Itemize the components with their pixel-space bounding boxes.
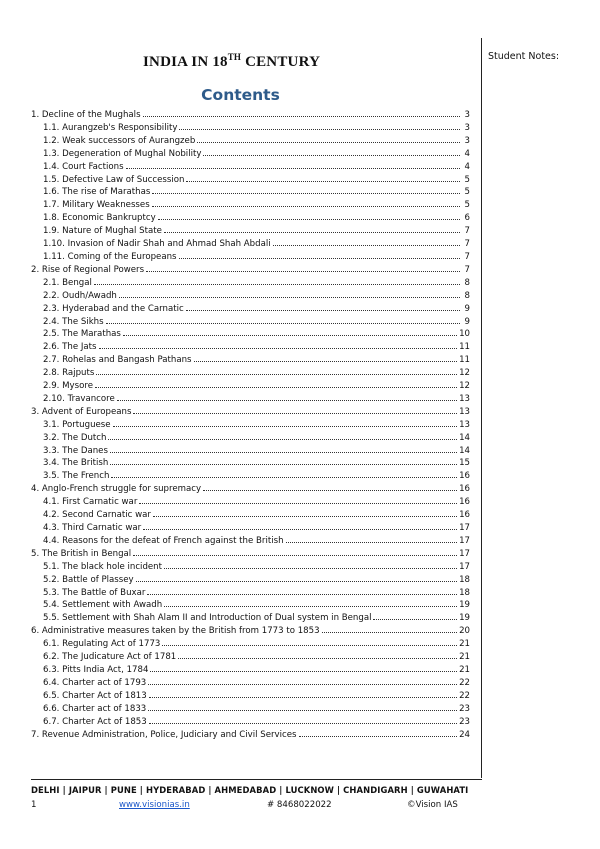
toc-entry[interactable]	[31, 148, 470, 161]
toc-leader-dots	[186, 309, 460, 311]
toc-entry-label: 1.8. Economic Bankruptcy	[43, 213, 156, 224]
toc-entry[interactable]	[31, 380, 470, 393]
toc-entry[interactable]	[31, 535, 470, 548]
toc-entry-label: 2.8. Rajputs	[43, 368, 95, 379]
toc-leader-dots	[186, 180, 460, 182]
toc-leader-dots	[136, 580, 457, 582]
toc-entry[interactable]	[31, 548, 470, 561]
toc-entry-label: 4.4. Reasons for the defeat of French against the British	[43, 535, 284, 546]
toc-entry-label: 5.1. The black hole incident	[43, 561, 163, 572]
table-of-contents	[31, 109, 470, 741]
toc-entry-label: 1.10. Invasion of Nadir Shah and Ahmad Shah Abdali	[43, 239, 271, 250]
toc-entry-page: 7	[464, 264, 470, 275]
toc-entry-page: 7	[464, 239, 470, 250]
toc-leader-dots	[106, 322, 460, 324]
toc-entry-page: 5	[464, 174, 470, 185]
toc-entry-page: 3	[464, 110, 470, 120]
toc-entry-label: 2.9. Mysore	[43, 381, 93, 392]
toc-entry-label: 1.6. The rise of Marathas	[43, 187, 151, 198]
toc-leader-dots	[119, 296, 460, 298]
toc-leader-dots	[146, 270, 460, 272]
toc-entry-page: 13	[459, 419, 470, 430]
toc-leader-dots	[133, 412, 457, 414]
toc-leader-dots	[99, 347, 458, 349]
toc-entry[interactable]	[31, 316, 470, 329]
title-rest: CENTURY	[241, 54, 321, 70]
toc-leader-dots	[179, 257, 460, 259]
toc-entry-label: 2.3. Hyderabad and the Carnatic	[43, 303, 184, 314]
toc-entry-page: 9	[464, 303, 470, 314]
toc-entry-page: 16	[459, 484, 470, 495]
toc-entry-label: 6.7. Charter Act of 1853	[43, 716, 147, 727]
toc-entry[interactable]	[31, 496, 470, 509]
toc-entry[interactable]	[31, 625, 470, 638]
toc-entry-page: 22	[459, 690, 470, 701]
toc-leader-dots	[164, 567, 457, 569]
toc-leader-dots	[373, 618, 457, 620]
toc-entry-label: 2.4. The Sikhs	[43, 316, 104, 327]
toc-leader-dots	[152, 192, 460, 194]
toc-entry[interactable]	[31, 367, 470, 380]
toc-leader-dots	[149, 722, 457, 724]
toc-leader-dots	[111, 476, 457, 478]
toc-entry[interactable]	[31, 135, 470, 148]
toc-entry[interactable]	[31, 587, 470, 600]
toc-entry[interactable]	[31, 251, 470, 264]
toc-leader-dots	[164, 231, 460, 233]
toc-entry[interactable]	[31, 574, 470, 587]
toc-entry-label: 1.5. Defective Law of Succession	[43, 174, 185, 185]
toc-entry-label: 1.3. Degeneration of Mughal Nobility	[43, 148, 202, 159]
toc-entry-label: 4.2. Second Carnatic war	[43, 510, 151, 521]
toc-entry[interactable]	[31, 445, 470, 458]
toc-leader-dots	[147, 593, 457, 595]
toc-leader-dots	[143, 528, 457, 530]
toc-entry-label: 1. Decline of the Mughals	[31, 110, 141, 120]
toc-entry[interactable]	[31, 238, 470, 251]
toc-leader-dots	[110, 463, 457, 465]
toc-entry-page: 16	[459, 497, 470, 508]
toc-leader-dots	[153, 515, 457, 517]
toc-entry-page: 22	[459, 677, 470, 688]
toc-entry-page: 18	[459, 587, 470, 598]
toc-entry-label: 1.4. Court Factions	[43, 161, 124, 172]
toc-entry-page: 9	[464, 316, 470, 327]
toc-leader-dots	[96, 373, 457, 375]
toc-leader-dots	[203, 154, 460, 156]
toc-leader-dots	[158, 218, 460, 220]
toc-entry-label: 2.5. The Marathas	[43, 329, 121, 340]
toc-entry[interactable]	[31, 277, 470, 290]
copyright: ©Vision IAS	[407, 800, 458, 810]
toc-entry[interactable]	[31, 599, 470, 612]
toc-leader-dots	[133, 554, 457, 556]
toc-entry[interactable]	[31, 509, 470, 522]
toc-leader-dots	[322, 631, 457, 633]
toc-entry-page: 11	[459, 342, 470, 353]
toc-entry-page: 10	[459, 329, 470, 340]
toc-entry-page: 11	[459, 355, 470, 366]
toc-entry-page: 14	[459, 432, 470, 443]
toc-entry-label: 1.7. Military Weaknesses	[43, 200, 150, 211]
toc-entry[interactable]	[31, 561, 470, 574]
toc-entry-label: 2.6. The Jats	[43, 342, 97, 353]
toc-entry[interactable]	[31, 690, 470, 703]
toc-entry-page: 17	[459, 523, 470, 533]
toc-leader-dots	[194, 360, 458, 362]
toc-entry-page: 5	[464, 187, 470, 198]
toc-leader-dots	[178, 657, 457, 659]
toc-entry[interactable]	[31, 354, 470, 367]
toc-entry[interactable]	[31, 457, 470, 470]
toc-leader-dots	[110, 451, 457, 453]
toc-leader-dots	[126, 167, 460, 169]
toc-leader-dots	[299, 735, 458, 737]
toc-entry-label: 2.10. Travancore	[43, 393, 115, 404]
toc-leader-dots	[113, 425, 457, 427]
toc-entry-page: 18	[459, 574, 470, 585]
toc-entry[interactable]	[31, 199, 470, 212]
toc-entry-label: 3.1. Portuguese	[43, 419, 111, 430]
toc-entry[interactable]	[31, 122, 470, 135]
toc-entry-label: 1.11. Coming of the Europeans	[43, 251, 177, 262]
toc-leader-dots	[197, 141, 460, 143]
toc-entry-label: 3. Advent of Europeans	[31, 406, 132, 417]
toc-entry[interactable]	[31, 470, 470, 483]
toc-entry[interactable]	[31, 341, 470, 354]
contents-heading: Contents	[201, 86, 280, 104]
notes-column-divider	[481, 38, 482, 778]
toc-entry-label: 3.2. The Dutch	[43, 432, 107, 443]
footer-divider	[31, 779, 482, 780]
toc-entry-page: 13	[459, 406, 470, 417]
toc-entry-label: 6.3. Pitts India Act, 1784	[43, 664, 149, 675]
toc-entry-label: 1.2. Weak successors of Aurangzeb	[43, 135, 196, 146]
toc-leader-dots	[179, 128, 460, 130]
toc-entry-label: 6. Administrative measures taken by the British from 1773 to 1853	[31, 626, 320, 637]
toc-leader-dots	[149, 696, 457, 698]
toc-entry[interactable]	[31, 522, 470, 535]
toc-entry-label: 3.3. The Danes	[43, 445, 108, 456]
website-link[interactable]: www.visionias.in	[119, 800, 190, 810]
toc-entry-label: 3.4. The British	[43, 458, 109, 469]
toc-entry[interactable]	[31, 109, 470, 122]
footer-cities: DELHI | JAIPUR | PUNE | HYDERABAD | AHMEDABAD | LUCKNOW | CHANDIGARH | GUWAHATI	[31, 785, 469, 795]
toc-entry[interactable]	[31, 174, 470, 187]
toc-entry-page: 17	[459, 561, 470, 572]
toc-leader-dots	[117, 399, 457, 401]
toc-leader-dots	[95, 386, 457, 388]
toc-entry[interactable]	[31, 677, 470, 690]
toc-entry-label: 7. Revenue Administration, Police, Judiciary and Civil Services	[31, 729, 297, 740]
toc-entry[interactable]	[31, 729, 470, 742]
toc-leader-dots	[143, 115, 460, 117]
toc-entry[interactable]	[31, 716, 470, 729]
toc-entry-page: 4	[464, 161, 470, 172]
toc-entry[interactable]	[31, 212, 470, 225]
toc-entry-page: 20	[459, 626, 470, 637]
toc-entry-page: 7	[464, 226, 470, 237]
toc-entry-label: 2.1. Bengal	[43, 277, 92, 288]
toc-entry-label: 6.1. Regulating Act of 1773	[43, 639, 161, 650]
toc-leader-dots	[273, 244, 460, 246]
toc-entry-page: 16	[459, 471, 470, 482]
toc-entry-label: 2. Rise of Regional Powers	[31, 264, 145, 275]
toc-entry[interactable]	[31, 406, 470, 419]
toc-leader-dots	[152, 205, 460, 207]
toc-entry-label: 6.5. Charter Act of 1813	[43, 690, 147, 701]
toc-entry-page: 24	[459, 729, 470, 740]
phone-number: # 8468022022	[267, 800, 332, 810]
title-superscript: TH	[227, 52, 242, 62]
toc-entry[interactable]	[31, 303, 470, 316]
page-number: 1	[31, 800, 37, 810]
toc-entry[interactable]	[31, 664, 470, 677]
toc-entry-page: 23	[459, 703, 470, 714]
toc-entry-label: 4.1. First Carnatic war	[43, 497, 138, 508]
toc-entry-page: 17	[459, 535, 470, 546]
toc-entry[interactable]	[31, 612, 470, 625]
toc-entry-page: 15	[459, 458, 470, 469]
toc-entry-page: 5	[464, 200, 470, 211]
toc-entry-page: 21	[459, 639, 470, 650]
toc-entry-page: 21	[459, 664, 470, 675]
toc-entry[interactable]	[31, 419, 470, 432]
toc-entry-label: 6.6. Charter act of 1833	[43, 703, 147, 714]
toc-entry[interactable]	[31, 264, 470, 277]
toc-entry[interactable]	[31, 651, 470, 664]
toc-entry-page: 19	[459, 600, 470, 611]
toc-entry[interactable]	[31, 483, 470, 496]
toc-entry-page: 23	[459, 716, 470, 727]
toc-entry[interactable]	[31, 703, 470, 716]
toc-entry[interactable]	[31, 225, 470, 238]
toc-entry[interactable]	[31, 393, 470, 406]
toc-entry-page: 8	[464, 277, 470, 288]
toc-entry-label: 1.1. Aurangzeb's Responsibility	[43, 122, 178, 133]
toc-entry[interactable]	[31, 638, 470, 651]
toc-entry[interactable]	[31, 432, 470, 445]
document-title	[143, 52, 320, 71]
toc-entry-page: 13	[459, 393, 470, 404]
toc-entry-label: 4.3. Third Carnatic war	[43, 523, 142, 533]
toc-leader-dots	[203, 489, 457, 491]
toc-entry[interactable]	[31, 161, 470, 174]
toc-entry-page: 3	[464, 135, 470, 146]
title-main: INDIA IN 18	[143, 54, 228, 70]
toc-leader-dots	[123, 334, 457, 336]
toc-entry-page: 12	[459, 368, 470, 379]
toc-leader-dots	[148, 683, 457, 685]
toc-entry-page: 4	[464, 148, 470, 159]
toc-entry-page: 19	[459, 613, 470, 624]
toc-entry-page: 17	[459, 548, 470, 559]
toc-entry-label: 2.7. Rohelas and Bangash Pathans	[43, 355, 192, 366]
toc-entry[interactable]	[31, 186, 470, 199]
toc-entry-label: 2.2. Oudh/Awadh	[43, 290, 117, 301]
toc-entry-page: 3	[464, 122, 470, 133]
toc-leader-dots	[286, 541, 458, 543]
toc-leader-dots	[150, 670, 457, 672]
student-notes-label: Student Notes:	[488, 51, 560, 62]
toc-entry-page: 14	[459, 445, 470, 456]
toc-entry-label: 3.5. The French	[43, 471, 110, 482]
toc-entry-page: 16	[459, 510, 470, 521]
toc-entry-page: 8	[464, 290, 470, 301]
toc-entry-label: 4. Anglo-French struggle for supremacy	[31, 484, 202, 495]
toc-entry-label: 5. The British in Bengal	[31, 548, 132, 559]
toc-entry-label: 5.5. Settlement with Shah Alam II and Introduction of Dual system in Bengal	[43, 613, 372, 624]
toc-entry[interactable]	[31, 290, 470, 303]
toc-leader-dots	[148, 709, 457, 711]
toc-entry-label: 5.2. Battle of Plassey	[43, 574, 134, 585]
toc-leader-dots	[164, 605, 457, 607]
toc-leader-dots	[139, 502, 457, 504]
toc-entry-label: 1.9. Nature of Mughal State	[43, 226, 162, 237]
toc-entry-label: 6.2. The Judicature Act of 1781	[43, 652, 177, 663]
toc-entry-page: 21	[459, 652, 470, 663]
footer-info	[31, 800, 487, 812]
toc-entry[interactable]	[31, 328, 470, 341]
toc-entry-label: 5.3. The Battle of Buxar	[43, 587, 146, 598]
toc-entry-page: 7	[464, 251, 470, 262]
toc-leader-dots	[94, 283, 460, 285]
toc-entry-page: 12	[459, 381, 470, 392]
toc-entry-label: 5.4. Settlement with Awadh	[43, 600, 163, 611]
toc-leader-dots	[108, 438, 457, 440]
toc-entry-page: 6	[464, 213, 470, 224]
toc-entry-label: 6.4. Charter act of 1793	[43, 677, 147, 688]
toc-leader-dots	[162, 644, 457, 646]
